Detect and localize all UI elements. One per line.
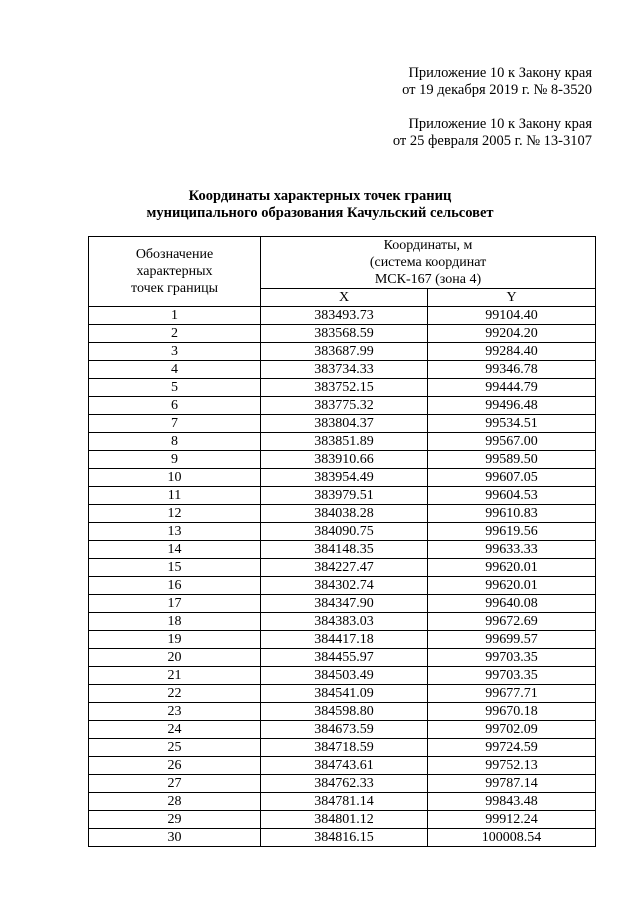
y-coordinate-cell: 99702.09 [428,721,596,739]
title-line-1: Координаты характерных точек границ [188,188,452,204]
point-number-cell: 16 [89,577,261,595]
x-coordinate-cell: 383954.49 [261,469,428,487]
x-coordinate-cell: 383687.99 [261,343,428,361]
table-row [89,739,596,757]
x-coordinate-cell: 384781.14 [261,793,428,811]
point-number-cell: 22 [89,685,261,703]
x-coordinate-cell: 384417.18 [261,631,428,649]
point-designation-header: Обозначение характерных точек границы [89,237,261,307]
y-coordinate-cell: 99670.18 [428,703,596,721]
point-number-cell: 2 [89,325,261,343]
point-number-cell: 19 [89,631,261,649]
table-row [89,523,596,541]
table-row [89,631,596,649]
x-coordinate-cell: 383979.51 [261,487,428,505]
y-coordinate-cell: 99843.48 [428,793,596,811]
y-coordinate-cell: 99610.83 [428,505,596,523]
x-coordinate-cell: 383568.59 [261,325,428,343]
appendix-date-line: от 25 февраля 2005 г. № 13-3107 [392,133,592,149]
point-number-cell: 1 [89,307,261,325]
x-coordinate-cell: 384148.35 [261,541,428,559]
x-coordinate-cell: 383851.89 [261,433,428,451]
point-number-cell: 30 [89,829,261,847]
table-row [89,541,596,559]
table-row [89,757,596,775]
point-number-cell: 12 [89,505,261,523]
y-coordinate-cell: 99204.20 [428,325,596,343]
appendix-line: Приложение 10 к Закону края [408,65,592,81]
coordinates-header: Координаты, м (система координат МСК-167 (зона 4) [261,237,596,289]
table-row [89,325,596,343]
x-coordinate-cell: 384816.15 [261,829,428,847]
table-row [89,685,596,703]
table-row [89,469,596,487]
point-number-cell: 25 [89,739,261,757]
table-row [89,703,596,721]
y-coordinate-cell: 99444.79 [428,379,596,397]
point-number-cell: 26 [89,757,261,775]
table-row [89,577,596,595]
y-coordinate-cell: 99677.71 [428,685,596,703]
x-coordinate-cell: 384347.90 [261,595,428,613]
y-coordinate-cell: 99724.59 [428,739,596,757]
x-coordinate-cell: 383493.73 [261,307,428,325]
point-number-cell: 21 [89,667,261,685]
table-row [89,595,596,613]
title-line-2: муниципального образования Качульский сельсовет [146,205,494,221]
point-number-cell: 27 [89,775,261,793]
y-coordinate-cell: 99640.08 [428,595,596,613]
y-axis-header: Y [428,289,596,307]
y-coordinate-cell: 99620.01 [428,559,596,577]
appendix-note-current [402,65,592,99]
x-coordinate-cell: 384383.03 [261,613,428,631]
y-coordinate-cell: 99104.40 [428,307,596,325]
point-number-cell: 23 [89,703,261,721]
y-coordinate-cell: 100008.54 [428,829,596,847]
y-coordinate-cell: 99633.33 [428,541,596,559]
point-number-cell: 8 [89,433,261,451]
point-number-cell: 6 [89,397,261,415]
y-coordinate-cell: 99703.35 [428,649,596,667]
x-coordinate-cell: 383910.66 [261,451,428,469]
table-row [89,361,596,379]
x-axis-header: X [261,289,428,307]
point-number-cell: 20 [89,649,261,667]
x-coordinate-cell: 383804.37 [261,415,428,433]
table-row [89,415,596,433]
point-number-cell: 29 [89,811,261,829]
table-row [89,613,596,631]
table-row [89,667,596,685]
x-coordinate-cell: 384762.33 [261,775,428,793]
table-row [89,811,596,829]
x-coordinate-cell: 384302.74 [261,577,428,595]
coordinates-table [88,236,596,847]
point-number-cell: 5 [89,379,261,397]
point-number-cell: 13 [89,523,261,541]
document-title [0,188,640,222]
appendix-date-line: от 19 декабря 2019 г. № 8-3520 [402,82,592,98]
point-number-cell: 4 [89,361,261,379]
point-number-cell: 7 [89,415,261,433]
y-coordinate-cell: 99534.51 [428,415,596,433]
x-coordinate-cell: 384038.28 [261,505,428,523]
x-coordinate-cell: 384673.59 [261,721,428,739]
table-row [89,343,596,361]
y-coordinate-cell: 99496.48 [428,397,596,415]
x-coordinate-cell: 384743.61 [261,757,428,775]
table-row [89,487,596,505]
table-row [89,559,596,577]
appendix-line: Приложение 10 к Закону края [408,116,592,132]
point-number-cell: 17 [89,595,261,613]
y-coordinate-cell: 99619.56 [428,523,596,541]
point-number-cell: 24 [89,721,261,739]
point-number-cell: 14 [89,541,261,559]
x-coordinate-cell: 384718.59 [261,739,428,757]
x-coordinate-cell: 384227.47 [261,559,428,577]
x-coordinate-cell: 383734.33 [261,361,428,379]
x-coordinate-cell: 384503.49 [261,667,428,685]
x-coordinate-cell: 384801.12 [261,811,428,829]
x-coordinate-cell: 384455.97 [261,649,428,667]
appendix-note-original [393,116,592,150]
y-coordinate-cell: 99589.50 [428,451,596,469]
y-coordinate-cell: 99699.57 [428,631,596,649]
y-coordinate-cell: 99620.01 [428,577,596,595]
x-coordinate-cell: 383752.15 [261,379,428,397]
table-row [89,397,596,415]
table-row [89,829,596,847]
x-coordinate-cell: 384090.75 [261,523,428,541]
table-row [89,775,596,793]
table-body [89,307,596,847]
table-row [89,451,596,469]
y-coordinate-cell: 99787.14 [428,775,596,793]
y-coordinate-cell: 99912.24 [428,811,596,829]
table-row [89,721,596,739]
table-row [89,649,596,667]
table-row [89,379,596,397]
point-number-cell: 10 [89,469,261,487]
point-number-cell: 11 [89,487,261,505]
y-coordinate-cell: 99703.35 [428,667,596,685]
y-coordinate-cell: 99607.05 [428,469,596,487]
table-header-row [89,237,596,289]
table-row [89,307,596,325]
table-row [89,505,596,523]
x-coordinate-cell: 383775.32 [261,397,428,415]
point-number-cell: 3 [89,343,261,361]
y-coordinate-cell: 99346.78 [428,361,596,379]
x-coordinate-cell: 384598.80 [261,703,428,721]
point-number-cell: 9 [89,451,261,469]
x-coordinate-cell: 384541.09 [261,685,428,703]
y-coordinate-cell: 99752.13 [428,757,596,775]
point-number-cell: 18 [89,613,261,631]
y-coordinate-cell: 99284.40 [428,343,596,361]
table-row [89,793,596,811]
point-number-cell: 28 [89,793,261,811]
y-coordinate-cell: 99567.00 [428,433,596,451]
y-coordinate-cell: 99604.53 [428,487,596,505]
y-coordinate-cell: 99672.69 [428,613,596,631]
point-number-cell: 15 [89,559,261,577]
table-row [89,433,596,451]
